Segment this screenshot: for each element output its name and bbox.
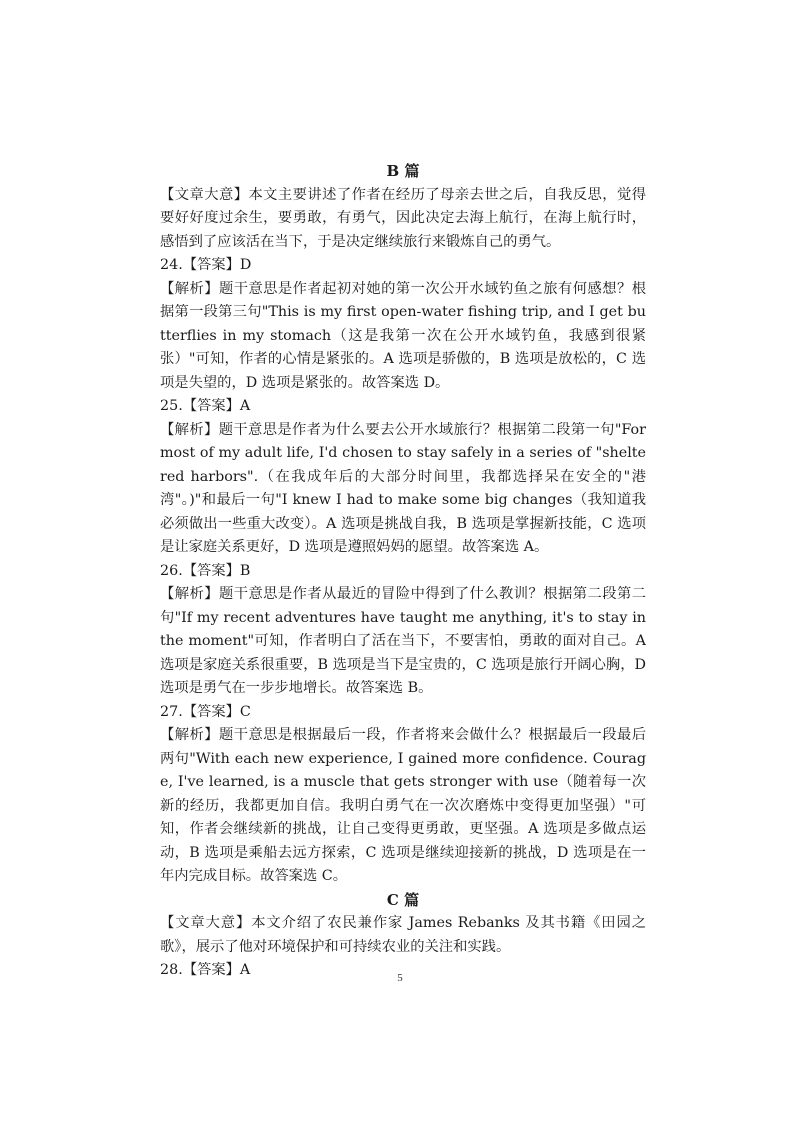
answer-27: 27.【答案】C <box>160 703 251 720</box>
page-number: 5 <box>397 972 403 984</box>
answer-28: 28.【答案】A <box>160 962 251 978</box>
analysis-24: 【解析】题干意思是作者起初对她的第一次公开水域钓鱼之旅有何感想？根据第一段第三句"This is my first open-water fishing trip, and I get butterflies in my stomach（这是我第一次在公开水域钓鱼，我感到很紧张）"可知，作者的心情是紧张的。A 选项是骄傲的，B 选项是放松的，C 选项是失望的，D 选项是紧张的。故答案选 D。 <box>160 280 646 391</box>
analysis-25: 【解析】题干意思是作者为什么要去公开水域旅行？根据第二段第一句"For most of my adult life, I'd chosen to stay safely in a series of "sheltered harbors".（在我成年后的大部分时间里，我都选择呆在安全的"港湾"。)"和最后一句"I knew I had to make some big changes（我知道我必须做出一些重大改变）。A 选项是挑战自我，B 选项是掌握新技能，C 选项是让家庭关系更好，D 选项是遵照妈妈的愿望。故答案选 A。 <box>160 421 646 555</box>
section-c-summary: 【文章大意】本文介绍了农民兼作家 James Rebanks 及其书籍《田园之歌》，展示了他对环境保护和可持续农业的关注和实践。 <box>160 915 646 955</box>
section-c-title: C 篇 <box>386 890 420 909</box>
answer-24: 24.【答案】D <box>160 257 252 273</box>
section-b-summary: 【文章大意】本文主要讲述了作者在经历了母亲去世之后，自我反思，觉得要好好度过余生，要勇敢，有勇气，因此决定去海上航行，在海上航行时，感悟到了应该活在当下，于是决定继续旅行来锻炼自己的勇气。 <box>160 186 646 250</box>
answer-26: 26.【答案】B <box>160 562 251 579</box>
analysis-27: 【解析】题干意思是根据最后一段，作者将来会做什么？根据最后一段最后两句"With each new experience, I gained more confidence. Courage, I've learned, is a muscle that gets stronger with use（随着每一次新的经历，我都更加自信。我明白勇气在一次次磨炼中变得更加坚强）"可知，作者会继续新的挑战，让自己变得更勇敢，更坚强。A 选项是多做点运动，B 选项是乘船去远方探索，C 选项是继续迎接新的挑战，D 选项是在一年内完成目标。故答案选 C。 <box>160 727 646 884</box>
answer-25: 25.【答案】A <box>160 398 251 414</box>
analysis-26: 【解析】题干意思是作者从最近的冒险中得到了什么教训？根据第二段第二句"If my recent adventures have taught me anything, it's to stay in the moment"可知，作者明白了活在当下，不要害怕，勇敢的面对自己。A 选项是家庭关系很重要，B 选项是当下是宝贵的，C 选项是旅行开阔心胸，D 选项是勇气在一步步地增长。故答案选 B。 <box>160 586 646 696</box>
section-b-title: B 篇 <box>386 162 420 180</box>
page-content <box>160 160 646 983</box>
